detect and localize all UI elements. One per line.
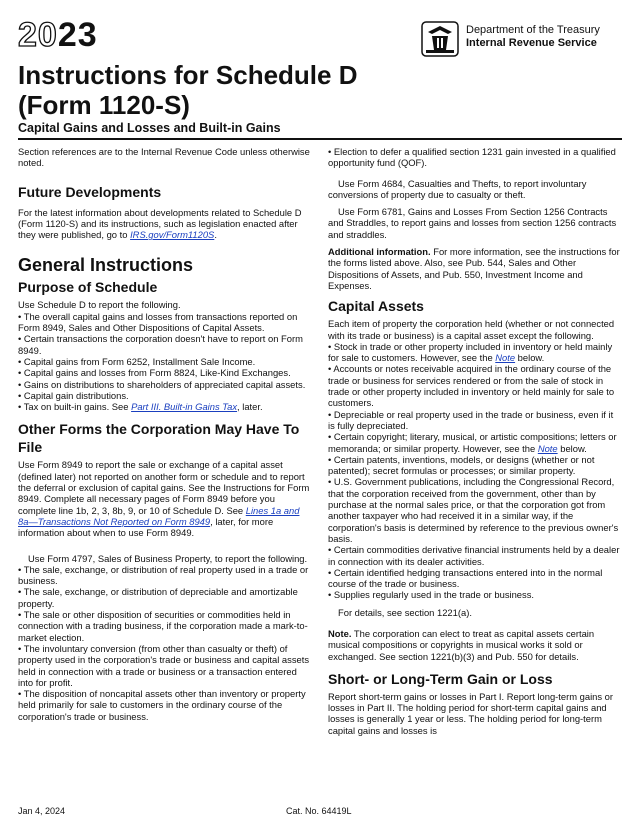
list-item: • Supplies regularly used in the trade or business. (328, 589, 535, 601)
document-subtitle: Capital Gains and Losses and Built-in Gains (18, 121, 281, 135)
capital-assets-intro: Each item of property the corporation held (whether or not connected with its trade or business) is a capital asset except the following. (328, 318, 615, 341)
election-item: • Election to defer a qualified section 1231 gain invested in a qualified opportunity fund (QOF). (328, 146, 616, 169)
list-item: • Capital gains and losses from Form 8824, Like-Kind Exchanges. (18, 367, 291, 379)
form-4797-list (18, 564, 310, 722)
list-item: • Tax on built-in gains. See Part III. Built-in Gains Tax, later. (18, 401, 263, 413)
note-link[interactable]: Note (537, 442, 558, 454)
additional-info: Additional information. For more information, see the instructions for the forms listed above. Also, see Pub. 544, Sales and Other Dispositions of Assets, and Pub. 550, Investment Income and Expenses. (328, 246, 620, 291)
future-developments-text: For the latest information about developments related to Schedule D (Form 1120-S) and its instructions, such as legislation enacted after they were published, go to IRS.gov/Form1120S. (18, 206, 302, 241)
form-4684-text: Use Form 4684, Casualties and Thefts, to report involuntary conversions of property due to casualty or theft. (328, 177, 587, 200)
other-forms-heading: Other Forms the Corporation May Have To File (18, 421, 300, 456)
list-item: • The disposition of noncapital assets other than inventory or property held primarily for sale to customers in the ordinary course of the corporation's trade or business. (18, 688, 306, 722)
footer-date: Jan 4, 2024 (18, 806, 66, 816)
note-link[interactable]: Note (495, 352, 516, 364)
list-item: • Certain identified hedging transactions entered into in the normal course of the trade or business. (328, 566, 603, 590)
list-item: • Depreciable or real property used in the trade or business, even if it is fully depreciated. (328, 408, 614, 431)
form-6781-text: Use Form 6781, Gains and Losses From Section 1256 Contracts and Straddles, to report gains and losses from section 1256 contracts and straddles. (328, 206, 617, 240)
list-item: • Certain copyright; literary, musical, or artistic compositions; letters or memoranda; or similar property. However, see the Note below. (328, 431, 617, 454)
list-item: • The sale, exchange, or distribution of depreciable and amortizable property. (18, 586, 298, 609)
list-item: • Certain commodities derivative financial instruments held by a dealer in connection with its dealer activities. (328, 544, 620, 567)
right-column (328, 146, 622, 736)
details-text: For details, see section 1221(a). (338, 606, 472, 618)
list-item: • The involuntary conversion (from other than casualty or theft) of property used in the corporation's trade or business and capital assets held in connection with a trade or business or a transaction entered into for profit. (18, 642, 310, 688)
agency-name: Department of the Treasury Internal Revenue Service (466, 24, 600, 49)
short-long-term-heading: Short- or Long-Term Gain or Loss (328, 670, 553, 687)
list-item: • Stock in trade or other property included in inventory or held mainly for sale to customers. However, see the Note below. (328, 340, 613, 364)
list-item: • U.S. Government publications, including the Congressional Record, that the corporation received from the government, other than by purchase at the normal sales price, or that the corporation got from another taxpayer who had received it in a similar way, if the corporation's basis is determined by reference to the previous owner's basis. (328, 476, 619, 544)
purpose-list (18, 311, 310, 401)
purpose-heading: Purpose of Schedule (18, 279, 158, 296)
capital-assets-list (328, 454, 622, 601)
irs-eagle-logo-icon (420, 20, 460, 58)
header-divider (18, 138, 622, 140)
note-paragraph: Note. The corporation can elect to treat as capital assets certain musical compositions or copyrights in musical works it sold or exchanged. See section 1221(b)(3) and Pub. 550 for details. (328, 627, 595, 662)
intro-text: Section references are to the Internal Revenue Code unless otherwise noted. (18, 146, 310, 169)
other-forms-text: Use Form 8949 to report the sale or exchange of a capital asset (defined later) not reported on another form or schedule and to report the deferral or exclusion of capital gains. See the Instructions for Form 8949. Complete all necessary pages of Form 8949 before you complete line 1b, 2, 3, 8b, 9, or 10 of Schedule D. See Lines 1a and 8a—Transactions Not Reported on Form 8949, later, for more information about when to use Form 8949. (18, 459, 310, 539)
future-developments-heading: Future Developments (18, 183, 162, 200)
lines-1a-8a-link[interactable]: Lines 1a and 8a—Transactions Not Reported on Form 8949 (18, 504, 300, 527)
built-in-gains-link[interactable]: Part III. Built-in Gains Tax (131, 401, 238, 413)
purpose-intro: Use Schedule D to report the following. (18, 299, 181, 311)
list-item: • Certain transactions the corporation doesn't have to report on Form 8949. (18, 333, 303, 356)
list-item: • The overall capital gains and losses from transactions reported on Form 8949, Sales and Other Dispositions of Capital Assets. (18, 310, 298, 334)
short-long-term-text: Report short-term gains or losses in Part I. Report long-term gains or losses in Part II. The holding period for short-term capital gains and losses is generally 1 year or less. The holding period for long-term capital gains and losses is (328, 690, 614, 736)
list-item: • The sale or other disposition of securities or commodities held in connection with a trading business, if the corporation made a mark-to-market election. (18, 609, 308, 643)
list-item: • Capital gain distributions. (18, 389, 129, 401)
footer-catalog-number: Cat. No. 64419L (286, 806, 352, 816)
irs-gov-link[interactable]: IRS.gov/Form1120S (130, 229, 215, 241)
list-item: • Capital gains from Form 6252, Installment Sale Income. (18, 355, 256, 367)
form-4797-intro: Use Form 4797, Sales of Business Property, to report the following. (28, 552, 308, 564)
general-instructions-heading: General Instructions (18, 255, 194, 276)
capital-assets-heading: Capital Assets (328, 298, 424, 315)
document-title: Instructions for Schedule D (Form 1120-S) (18, 60, 358, 120)
tax-year: 2023 (18, 16, 98, 54)
list-item: • The sale, exchange, or distribution of real property used in a trade or business. (18, 563, 309, 587)
list-item: • Certain patents, inventions, models, or designs (whether or not patented); secret formulas or processes; or similar property. (328, 453, 595, 477)
capital-assets-list (328, 363, 622, 431)
list-item: • Gains on distributions to shareholders of appreciated capital assets. (18, 378, 306, 390)
left-column (18, 146, 310, 722)
list-item: • Accounts or notes receivable acquired in the ordinary course of the trade or business for services rendered or from the sale of stock in trade or other property included in inventory or held mainly for sale to customers. (328, 363, 615, 409)
